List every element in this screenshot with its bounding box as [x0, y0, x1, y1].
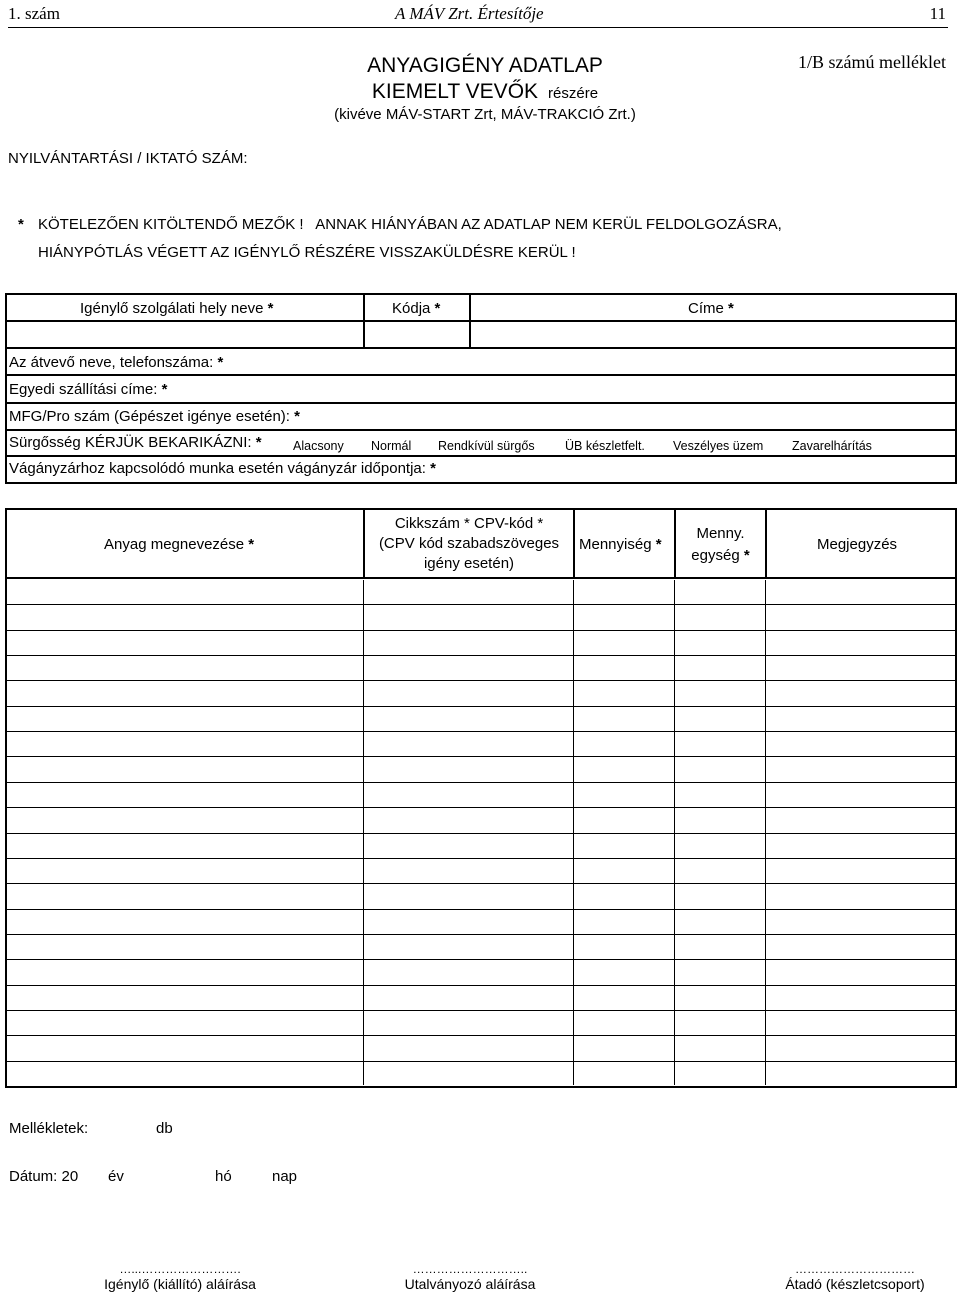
header-divider — [8, 27, 948, 28]
table-column-line — [573, 580, 574, 1085]
receiver-label: Az átvevő neve, telefonszáma: — [9, 354, 214, 371]
col-quantity-header — [579, 536, 662, 553]
items-header-rule — [5, 577, 957, 579]
requester-rule-4 — [5, 429, 957, 431]
col-unit-label-1: Menny. — [696, 525, 745, 542]
items-header-divider-2 — [573, 508, 575, 578]
required-star: * — [161, 381, 168, 398]
col-quantity-label: Mennyiség — [579, 536, 652, 553]
urgency-option-low[interactable]: Alacsony — [293, 439, 344, 453]
requester-code-header — [392, 300, 440, 317]
urgency-option-fault-repair[interactable]: Zavarelhárítás — [792, 439, 872, 453]
requester-rule-2 — [5, 374, 957, 376]
urgency-option-normal[interactable]: Normál — [371, 439, 412, 453]
table-row-line — [5, 706, 957, 707]
items-header-divider-4 — [765, 508, 767, 578]
requester-header-rule — [5, 320, 957, 322]
requester-name-header — [80, 300, 273, 317]
date-label: Dátum: 20 — [9, 1168, 79, 1185]
requester-code-label: Kódja — [392, 300, 431, 317]
signature-line: ………………………… — [795, 1262, 915, 1276]
table-row-line — [5, 1035, 957, 1036]
col-unit-label-2: egység — [691, 547, 740, 564]
table-row-line — [5, 934, 957, 935]
col-code-label-1: Cikkszám * CPV-kód * — [394, 515, 544, 532]
urgency-row — [9, 434, 954, 456]
table-row-line — [5, 604, 957, 605]
requester-col-divider-1 — [363, 293, 365, 348]
date-day-label: nap — [272, 1168, 298, 1185]
table-row-line — [5, 985, 957, 986]
urgency-label: Sürgősség KÉRJÜK BEKARIKÁZNI: — [9, 434, 252, 451]
requester-rule-1 — [5, 347, 957, 349]
form-subtitle — [280, 80, 690, 104]
col-material-label: Anyag megnevezése — [104, 536, 245, 553]
delivery-address-field[interactable] — [9, 381, 167, 398]
requester-rule-3 — [5, 402, 957, 404]
col-code-label-3: igény esetén) — [423, 555, 515, 572]
table-column-line — [765, 580, 766, 1085]
urgency-option-very-urgent[interactable]: Rendkívül sürgős — [438, 439, 535, 453]
form-subtitle-main: KIEMELT VEVŐK — [371, 80, 539, 103]
track-closure-field[interactable] — [9, 460, 436, 477]
table-row-line — [5, 883, 957, 884]
page-index: 11 — [929, 4, 946, 23]
required-star: * — [255, 434, 262, 451]
required-star: * — [434, 300, 441, 317]
col-code-header — [365, 514, 573, 574]
warning-line-1: KÖTELEZŐEN KITÖLTENDŐ MEZŐK ! ANNAK HIÁNYÁBAN AZ ADATLAP NEM KERÜL FELDOLGOZÁSRA, — [38, 216, 782, 233]
urgency-option-stock[interactable]: ÜB készletfelt. — [565, 439, 645, 453]
signature-authorizer — [370, 1262, 570, 1292]
requester-address-header — [688, 300, 734, 317]
signature-line: ……………………….. — [412, 1262, 528, 1276]
signature-requester — [80, 1262, 280, 1292]
table-row-line — [5, 1061, 957, 1062]
required-star: * — [430, 460, 436, 477]
signature-handover — [755, 1262, 955, 1292]
col-code-label-2: (CPV kód szabadszöveges — [378, 535, 560, 552]
registration-number-label: NYILVÁNTARTÁSI / IKTATÓ SZÁM: — [8, 150, 248, 167]
table-row-line — [5, 858, 957, 859]
items-table — [5, 508, 957, 1088]
required-star: * — [655, 536, 662, 553]
date-year-label: év — [108, 1168, 124, 1185]
col-unit-header — [676, 523, 765, 567]
requester-name-label: Igénylő szolgálati hely neve — [80, 300, 264, 317]
attachments-count-unit: db — [156, 1120, 173, 1137]
required-star: * — [267, 300, 274, 317]
form-exclusion: (kivéve MÁV-START Zrt, MÁV-TRAKCIÓ Zrt.) — [334, 106, 636, 123]
warning-line-2: HIÁNYPÓTLÁS VÉGETT AZ IGÉNYLŐ RÉSZÉRE VISSZAKÜLDÉSRE KERÜL ! — [38, 244, 576, 261]
required-star: * — [743, 547, 750, 564]
date-month-label: hó — [215, 1168, 232, 1185]
table-row-line — [5, 731, 957, 732]
table-row-line — [5, 909, 957, 910]
table-row-line — [5, 680, 957, 681]
table-column-line — [674, 580, 675, 1085]
form-title: ANYAGIGÉNY ADATLAP — [367, 54, 603, 77]
mfg-number-field[interactable] — [9, 408, 300, 425]
table-row-line — [5, 807, 957, 808]
annex-label: 1/B számú melléklet — [798, 52, 946, 72]
delivery-label: Egyedi szállítási címe: — [9, 381, 158, 398]
table-row-line — [5, 959, 957, 960]
signature-label: Igénylő (kiállító) aláírása — [104, 1276, 256, 1292]
table-row-line — [5, 833, 957, 834]
signature-line: …...……………………. — [119, 1262, 241, 1276]
table-row-line — [5, 1010, 957, 1011]
requester-address-label: Címe — [688, 300, 724, 317]
table-row-line — [5, 655, 957, 656]
table-row-line — [5, 756, 957, 757]
requester-col-divider-2 — [469, 293, 471, 348]
signature-label: Utalványozó aláírása — [404, 1276, 536, 1292]
form-subtitle-small: részére — [548, 85, 599, 102]
required-star: * — [294, 408, 300, 425]
page-number: 1. szám — [8, 4, 60, 23]
required-star: * — [217, 354, 224, 371]
required-star: * — [248, 536, 255, 553]
attachments-label: Mellékletek: — [9, 1120, 89, 1137]
signature-label: Átadó (készletcsoport) — [785, 1276, 925, 1292]
receiver-field[interactable] — [9, 354, 223, 371]
journal-title: A MÁV Zrt. Értesítője — [395, 4, 544, 23]
table-column-line — [363, 580, 364, 1085]
col-note-header: Megjegyzés — [817, 536, 898, 553]
table-row-line — [5, 782, 957, 783]
required-star: * — [18, 216, 24, 233]
table-row-line — [5, 630, 957, 631]
col-material-header — [104, 536, 254, 553]
required-star: * — [728, 300, 734, 317]
track-closure-label: Vágányzárhoz kapcsolódó munka esetén vágányzár időpontja: — [9, 460, 426, 477]
mfg-label: MFG/Pro szám (Gépészet igénye esetén): — [9, 408, 290, 425]
urgency-option-hazardous[interactable]: Veszélyes üzem — [673, 439, 764, 453]
